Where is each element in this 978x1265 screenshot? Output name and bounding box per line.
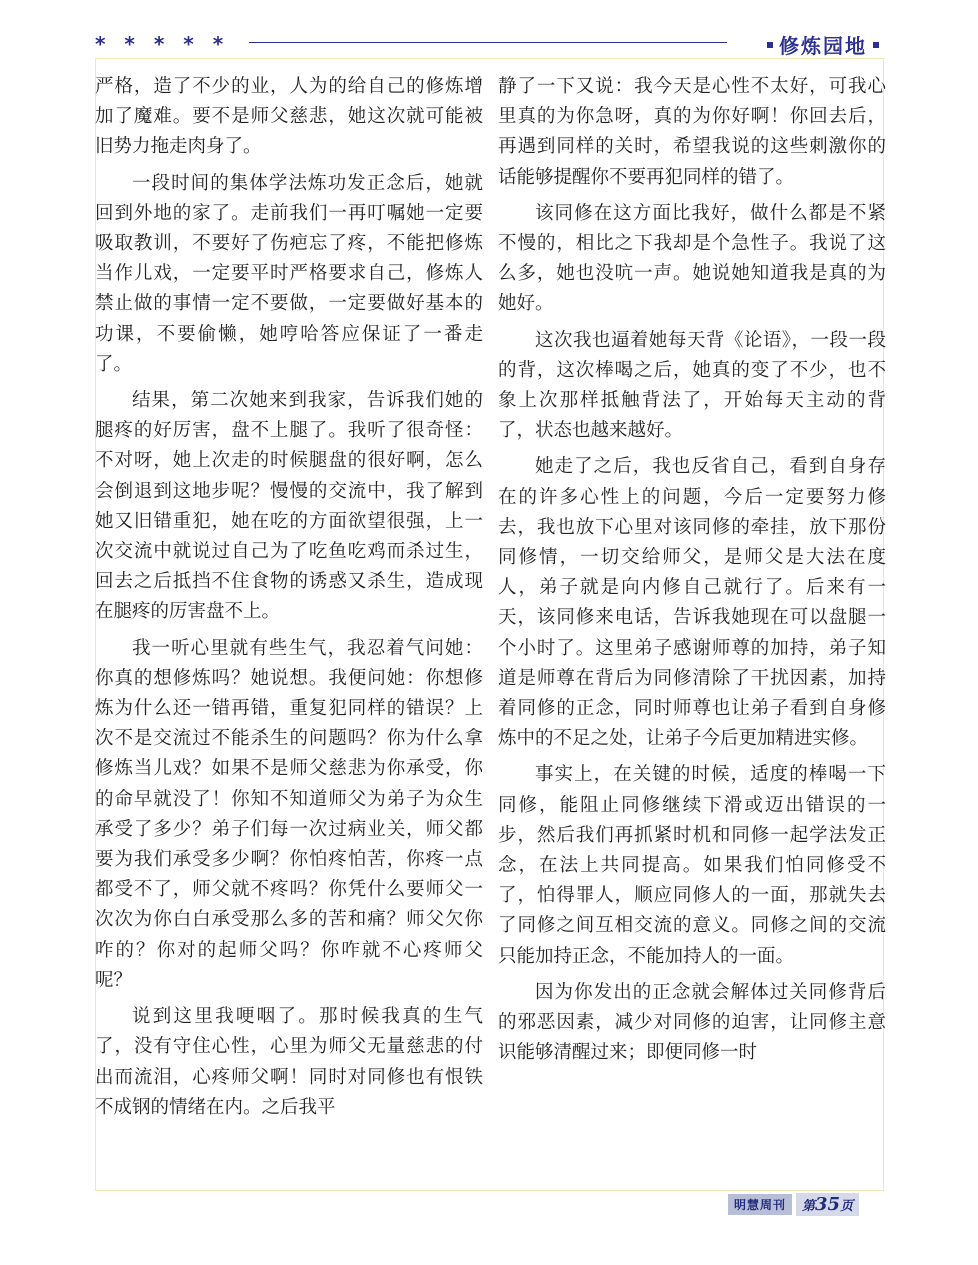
header-stars: * * * * * [95, 32, 230, 56]
left-column [95, 72, 483, 1129]
page-suffix: 页 [840, 1198, 854, 1214]
page-number: 35 [815, 1193, 841, 1215]
paragraph: 事实上，在关键的时候，适度的棒喝一下同修，能阻止同修继续下滑或迈出错误的一步，然后我们再抓紧时机和同修一起学法发正念，在法上共同提高。如果我们怕同修受不了，怕得罪人，顺应同修人的一面，那就失去了同修之间互相交流的意义。同修之间的交流只能加持正念，不能加持人的一面。 [498, 764, 886, 967]
paragraph: 这次我也逼着她每天背《论语》，一段一段的背，这次棒喝之后，她真的变了不少，也不象上次那样抵触背法了，开始每天主动的背了，状态也越来越好。 [498, 329, 886, 442]
paragraph: 静了一下又说：我今天是心性不太好，可我心里真的为你急呀，真的为你好啊！你回去后，再遇到同样的关时，希望我说的这些刺激你的话能够提醒你不要再犯同样的错了。 [498, 76, 886, 188]
paragraph: 我一听心里就有些生气，我忍着气问她：你真的想修炼吗？她说想。我便问她：你想修炼为什么还一错再错，重复犯同样的错误？上次不是交流过不能杀生的问题吗？你为什么拿修炼当儿戏？如果不是师父慈悲为你承受，你的命早就没了！你知不知道师父为弟子为众生承受了多少？弟子们每一次过病业关，师父都要为我们承受多少啊？你怕疼怕苦，你疼一点都受不了，师父就不疼吗？你凭什么要师父一次次为你白白承受那么多的苦和痛？师父欠你咋的？你对的起师父吗？你咋就不心疼师父呢？ [95, 637, 483, 991]
paragraph: 因为你发出的正念就会解体过关同修背后的邪恶因素，减少对同修的迫害，让同修主意识能够清醒过来；即便同修一时 [498, 981, 886, 1064]
paragraph: 她走了之后，我也反省自己，看到自身存在的许多心性上的问题，今后一定要努力修去，我也放下心里对该同修的牵挂，放下那份同修情，一切交给师父，是师父是大法在度人，弟子就是向内修自己就行了。后来有一天，该同修来电话，告诉我她现在可以盘腿一个小时了。这里弟子感谢师尊的加持，弟子知道是师尊在背后为同修清除了干扰因素，加持着同修的正念，同时师尊也让弟子看到自身修炼中的不足之处，让弟子今后更加精进实修。 [498, 456, 886, 750]
page-footer [728, 1194, 859, 1214]
page-number-box [796, 1193, 859, 1216]
page-header [95, 30, 885, 56]
header-rule [249, 42, 727, 43]
right-column [498, 72, 886, 1075]
paragraph: 说到这里我哽咽了。那时候我真的生气了，没有守住心性，心里为师父无量慈悲的付出而流泪，心疼师父啊！同时对同修也有恨铁不成钢的情绪在内。之后我平 [95, 1006, 483, 1118]
square-bullet-icon [873, 42, 879, 48]
paragraph: 该同修在这方面比我好，做什么都是不紧不慢的，相比之下我却是个急性子。我说了这么多，她也没吭一声。她说她知道我是真的为她好。 [498, 202, 886, 315]
section-title-box [761, 30, 885, 59]
paragraph: 严格，造了不少的业，人为的给自己的修炼增加了魔难。要不是师父慈悲，她这次就可能被旧势力拖走肉身了。 [95, 76, 483, 158]
publication-name: 明慧周刊 [728, 1194, 792, 1215]
paragraph: 一段时间的集体学法炼功发正念后，她就回到外地的家了。走前我们一再叮嘱她一定要吸取教训，不要好了伤疤忘了疼，不能把修炼当作儿戏，一定要平时严格要求自己，修炼人禁止做的事情一定不要做，一定要做好基本的功课，不要偷懒，她哼哈答应保证了一番走了。 [95, 172, 483, 375]
square-bullet-icon [767, 42, 773, 48]
page-prefix: 第 [802, 1198, 816, 1214]
section-title: 修炼园地 [779, 34, 867, 58]
paragraph: 结果，第二次她来到我家，告诉我们她的腿疼的好厉害，盘不上腿了。我听了很奇怪：不对呀，她上次走的时候腿盘的很好啊，怎么会倒退到这地步呢？慢慢的交流中，我了解到她又旧错重犯，她在吃的方面欲望很强，上一次交流中就说过自己为了吃鱼吃鸡而杀过生，回去之后抵挡不住食物的诱惑又杀生，造成现在腿疼的厉害盘不上。 [95, 390, 483, 623]
